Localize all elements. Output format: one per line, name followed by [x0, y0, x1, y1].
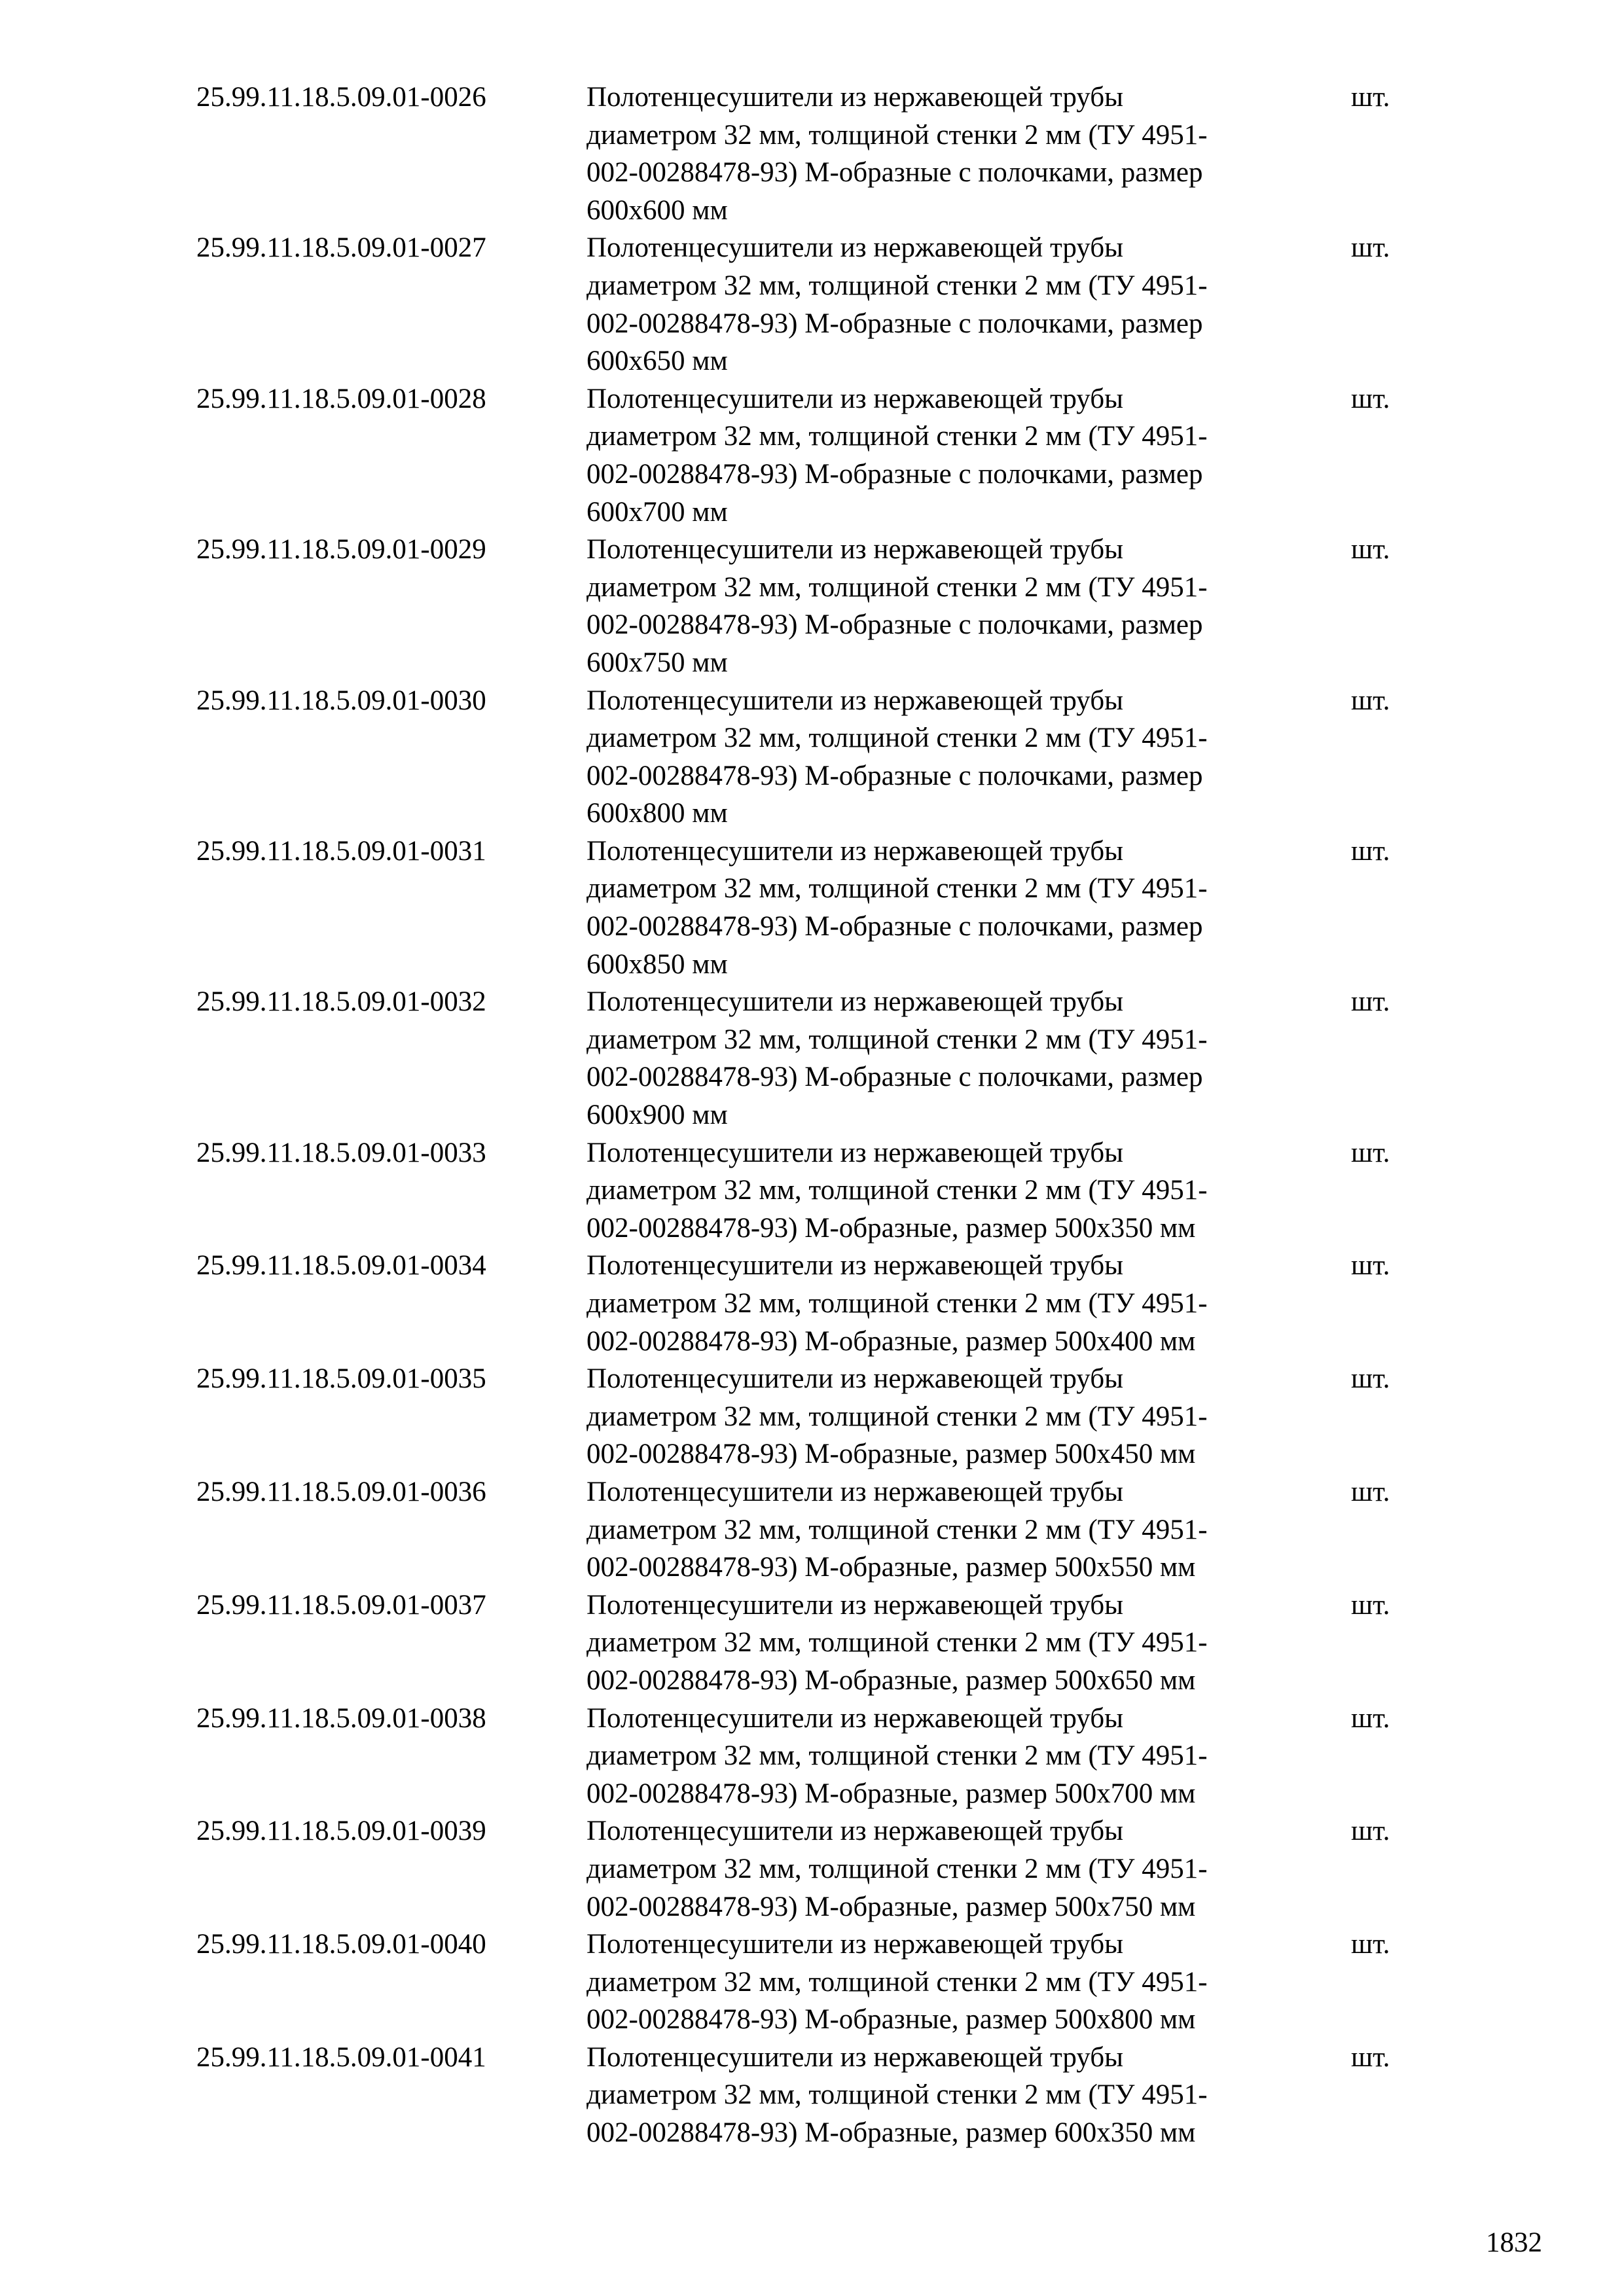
item-code: 25.99.11.18.5.09.01-0039 — [196, 1816, 486, 1847]
item-unit: шт. — [1351, 1476, 1390, 1507]
catalog-row — [196, 1812, 1440, 1926]
catalog-row — [196, 833, 1440, 983]
catalog-row — [196, 2039, 1440, 2152]
item-code: 25.99.11.18.5.09.01-0031 — [196, 835, 486, 867]
item-unit: шт. — [1351, 1137, 1390, 1168]
item-description: Полотенцесушители из нержавеющей трубы диаметром 32 мм, толщиной стенки 2 мм (ТУ 4951- 002-00288478-93) М-образные с полочками, размер 600х850 мм — [586, 835, 1208, 980]
item-description: Полотенцесушители из нержавеющей трубы диаметром 32 мм, толщиной стенки 2 мм (ТУ 4951- 002-00288478-93) М-образные, размер 500х550 мм — [586, 1476, 1208, 1583]
item-description: Полотенцесушители из нержавеющей трубы диаметром 32 мм, толщиной стенки 2 мм (ТУ 4951- 002-00288478-93) М-образные, размер 500х650 мм — [586, 1589, 1208, 1696]
item-description: Полотенцесушители из нержавеющей трубы диаметром 32 мм, толщиной стенки 2 мм (ТУ 4951- 002-00288478-93) М-образные, размер 500х400 мм — [586, 1250, 1208, 1357]
item-code: 25.99.11.18.5.09.01-0034 — [196, 1250, 486, 1282]
item-code: 25.99.11.18.5.09.01-0026 — [196, 82, 486, 113]
item-description: Полотенцесушители из нержавеющей трубы диаметром 32 мм, толщиной стенки 2 мм (ТУ 4951- 002-00288478-93) М-образные с полочками, размер 600х800 мм — [586, 685, 1208, 829]
catalog-list — [196, 79, 1440, 2152]
item-description: Полотенцесушители из нержавеющей трубы диаметром 32 мм, толщиной стенки 2 мм (ТУ 4951- 002-00288478-93) М-образные с полочками, размер 600х650 мм — [586, 232, 1208, 377]
item-unit: шт. — [1351, 685, 1390, 716]
item-unit: шт. — [1351, 1363, 1390, 1395]
catalog-row — [196, 1926, 1440, 2039]
item-unit: шт. — [1351, 383, 1390, 414]
item-unit: шт. — [1351, 1929, 1390, 1960]
item-code: 25.99.11.18.5.09.01-0041 — [196, 2041, 486, 2073]
catalog-row — [196, 531, 1440, 681]
item-unit: шт. — [1351, 835, 1390, 867]
item-unit: шт. — [1351, 232, 1390, 264]
item-description: Полотенцесушители из нержавеющей трубы диаметром 32 мм, толщиной стенки 2 мм (ТУ 4951- 002-00288478-93) М-образные, размер 500х350 мм — [586, 1137, 1208, 1244]
item-unit: шт. — [1351, 2041, 1390, 2073]
item-description: Полотенцесушители из нержавеющей трубы диаметром 32 мм, толщиной стенки 2 мм (ТУ 4951- 002-00288478-93) М-образные, размер 500х800 мм — [586, 1929, 1208, 2036]
catalog-row — [196, 229, 1440, 380]
item-code: 25.99.11.18.5.09.01-0038 — [196, 1702, 486, 1734]
catalog-row — [196, 682, 1440, 833]
item-code: 25.99.11.18.5.09.01-0030 — [196, 685, 486, 716]
page-number: 1832 — [1486, 2227, 1542, 2258]
item-description: Полотенцесушители из нержавеющей трубы диаметром 32 мм, толщиной стенки 2 мм (ТУ 4951- 002-00288478-93) М-образные, размер 600х350 мм — [586, 2041, 1208, 2149]
item-unit: шт. — [1351, 1702, 1390, 1734]
item-code: 25.99.11.18.5.09.01-0036 — [196, 1476, 486, 1507]
item-description: Полотенцесушители из нержавеющей трубы диаметром 32 мм, толщиной стенки 2 мм (ТУ 4951- 002-00288478-93) М-образные с полочками, размер 600х900 мм — [586, 986, 1208, 1131]
item-unit: шт. — [1351, 1250, 1390, 1282]
catalog-row — [196, 1247, 1440, 1360]
item-code: 25.99.11.18.5.09.01-0027 — [196, 232, 486, 264]
item-description: Полотенцесушители из нержавеющей трубы диаметром 32 мм, толщиной стенки 2 мм (ТУ 4951- 002-00288478-93) М-образные с полочками, размер 600х750 мм — [586, 534, 1208, 678]
item-code: 25.99.11.18.5.09.01-0040 — [196, 1929, 486, 1960]
item-unit: шт. — [1351, 986, 1390, 1018]
item-code: 25.99.11.18.5.09.01-0032 — [196, 986, 486, 1018]
item-code: 25.99.11.18.5.09.01-0037 — [196, 1589, 486, 1621]
item-unit: шт. — [1351, 1589, 1390, 1621]
item-unit: шт. — [1351, 82, 1390, 113]
item-code: 25.99.11.18.5.09.01-0033 — [196, 1137, 486, 1168]
item-code: 25.99.11.18.5.09.01-0028 — [196, 383, 486, 414]
catalog-row — [196, 79, 1440, 229]
item-code: 25.99.11.18.5.09.01-0029 — [196, 534, 486, 565]
item-description: Полотенцесушители из нержавеющей трубы диаметром 32 мм, толщиной стенки 2 мм (ТУ 4951- 002-00288478-93) М-образные с полочками, размер 600х700 мм — [586, 383, 1208, 528]
catalog-row — [196, 1587, 1440, 1700]
item-description: Полотенцесушители из нержавеющей трубы диаметром 32 мм, толщиной стенки 2 мм (ТУ 4951- 002-00288478-93) М-образные с полочками, размер 600х600 мм — [586, 82, 1208, 226]
catalog-row — [196, 1134, 1440, 1247]
item-unit: шт. — [1351, 1816, 1390, 1847]
item-description: Полотенцесушители из нержавеющей трубы диаметром 32 мм, толщиной стенки 2 мм (ТУ 4951- 002-00288478-93) М-образные, размер 500х700 мм — [586, 1702, 1208, 1809]
catalog-row — [196, 1700, 1440, 1813]
item-unit: шт. — [1351, 534, 1390, 565]
item-description: Полотенцесушители из нержавеющей трубы диаметром 32 мм, толщиной стенки 2 мм (ТУ 4951- 002-00288478-93) М-образные, размер 500х750 мм — [586, 1816, 1208, 1922]
catalog-row — [196, 1473, 1440, 1587]
item-description: Полотенцесушители из нержавеющей трубы диаметром 32 мм, толщиной стенки 2 мм (ТУ 4951- 002-00288478-93) М-образные, размер 500х450 мм — [586, 1363, 1208, 1470]
catalog-row — [196, 380, 1440, 531]
catalog-row — [196, 1360, 1440, 1473]
item-code: 25.99.11.18.5.09.01-0035 — [196, 1363, 486, 1395]
catalog-row — [196, 983, 1440, 1134]
